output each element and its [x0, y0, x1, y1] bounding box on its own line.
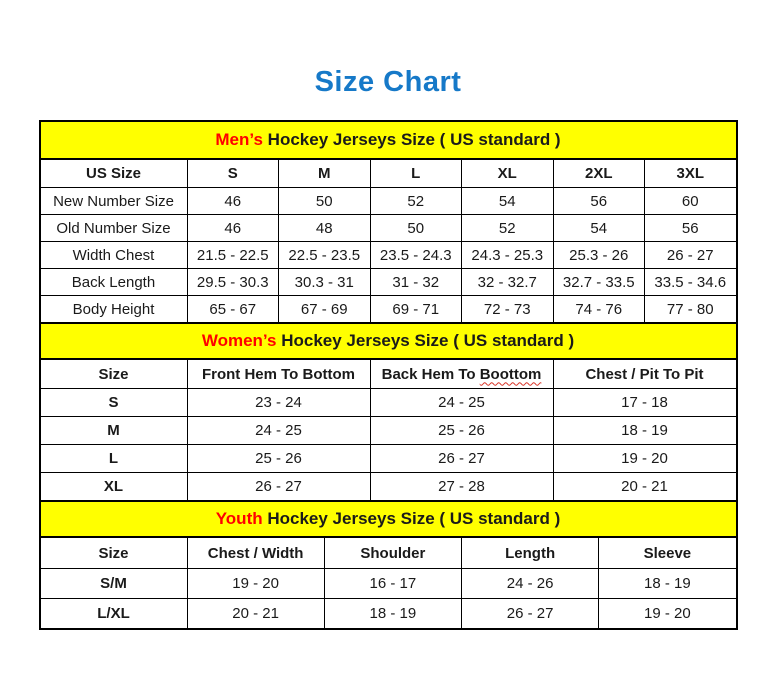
youth-section-banner [41, 500, 736, 538]
value-cell: 18 - 19 [598, 568, 735, 598]
value-cell: 72 - 73 [461, 295, 553, 322]
header-label: 3XL [676, 165, 704, 182]
column-header-cell [41, 538, 187, 568]
header-label: Shoulder [360, 544, 426, 562]
value-cell: 25 - 26 [187, 444, 370, 472]
header-label: Chest / Width [207, 544, 304, 562]
header-label: S [227, 165, 238, 182]
value-cell: 60 [644, 187, 736, 214]
value-cell: 19 - 20 [598, 598, 735, 628]
column-header-cell [598, 538, 735, 568]
value-cell: 26 - 27 [187, 472, 370, 500]
row-label-cell: M [41, 416, 187, 444]
mens-section-banner [41, 122, 736, 160]
row-label-cell: Body Height [41, 295, 187, 322]
misspelled-word: Boottom [479, 365, 542, 383]
value-cell: 67 - 69 [278, 295, 370, 322]
row-label-cell: Width Chest [41, 241, 187, 268]
header-label: M [318, 165, 331, 182]
column-header-cell [370, 360, 553, 388]
header-label: Sleeve [643, 544, 692, 562]
value-cell: 32.7 - 33.5 [553, 268, 645, 295]
value-cell: 32 - 32.7 [461, 268, 553, 295]
page-title: Size Chart [314, 66, 462, 98]
header-label: Size [98, 544, 129, 562]
column-header-cell [553, 160, 645, 187]
value-cell: 48 [278, 214, 370, 241]
value-cell: 21.5 - 22.5 [187, 241, 279, 268]
value-cell: 17 - 18 [553, 388, 736, 416]
value-cell: 50 [278, 187, 370, 214]
value-cell: 25.3 - 26 [553, 241, 645, 268]
value-cell: 69 - 71 [370, 295, 462, 322]
value-cell: 31 - 32 [370, 268, 462, 295]
size-chart-page [0, 66, 776, 692]
header-label: Front Hem To Bottom [201, 365, 356, 383]
header-label: Size [98, 365, 129, 383]
value-cell: 24 - 25 [187, 416, 370, 444]
value-cell: 46 [187, 214, 279, 241]
column-header-cell [324, 538, 461, 568]
value-cell: 22.5 - 23.5 [278, 241, 370, 268]
banner-text: Hockey Jerseys Size ( US standard ) [262, 130, 561, 149]
youth-size-table [41, 538, 736, 628]
value-cell: 24.3 - 25.3 [461, 241, 553, 268]
value-cell: 56 [644, 214, 736, 241]
value-cell: 29.5 - 30.3 [187, 268, 279, 295]
value-cell: 20 - 21 [187, 598, 324, 628]
value-cell: 18 - 19 [553, 416, 736, 444]
value-cell: 23 - 24 [187, 388, 370, 416]
row-label-cell: S [41, 388, 187, 416]
value-cell: 26 - 27 [370, 444, 553, 472]
column-header-cell [370, 160, 462, 187]
header-label: US Size [85, 165, 142, 182]
womens-section-banner [41, 322, 736, 360]
header-label: L [411, 165, 421, 182]
value-cell: 26 - 27 [644, 241, 736, 268]
value-cell: 65 - 67 [187, 295, 279, 322]
value-cell: 50 [370, 214, 462, 241]
column-header-cell [553, 360, 736, 388]
column-header-cell [41, 360, 187, 388]
value-cell: 74 - 76 [553, 295, 645, 322]
value-cell: 19 - 20 [553, 444, 736, 472]
value-cell: 19 - 20 [187, 568, 324, 598]
banner-highlight-word: Youth [215, 509, 263, 528]
row-label-cell: Old Number Size [41, 214, 187, 241]
value-cell: 52 [461, 214, 553, 241]
value-cell: 30.3 - 31 [278, 268, 370, 295]
value-cell: 46 [187, 187, 279, 214]
header-label: Length [505, 544, 556, 562]
value-cell: 26 - 27 [461, 598, 598, 628]
value-cell: 52 [370, 187, 462, 214]
womens-size-table [41, 360, 736, 500]
banner-text: Hockey Jerseys Size ( US standard ) [262, 509, 561, 528]
mens-size-table [41, 160, 736, 322]
banner-text: Hockey Jerseys Size ( US standard ) [276, 331, 575, 350]
size-chart-tables [39, 120, 738, 630]
column-header-cell [187, 538, 324, 568]
value-cell: 23.5 - 24.3 [370, 241, 462, 268]
column-header-cell [461, 160, 553, 187]
value-cell: 16 - 17 [324, 568, 461, 598]
header-label: 2XL [584, 165, 613, 182]
row-label-cell: Back Length [41, 268, 187, 295]
row-label-cell: L [41, 444, 187, 472]
column-header-cell [41, 160, 187, 187]
value-cell: 24 - 25 [370, 388, 553, 416]
header-label: Back Hem To [381, 365, 480, 383]
row-label-cell: New Number Size [41, 187, 187, 214]
column-header-cell [278, 160, 370, 187]
value-cell: 56 [553, 187, 645, 214]
value-cell: 18 - 19 [324, 598, 461, 628]
header-label: XL [497, 165, 517, 182]
value-cell: 77 - 80 [644, 295, 736, 322]
value-cell: 24 - 26 [461, 568, 598, 598]
value-cell: 25 - 26 [370, 416, 553, 444]
row-label-cell: L/XL [41, 598, 187, 628]
row-label-cell: XL [41, 472, 187, 500]
banner-highlight-word: Men’s [215, 130, 263, 149]
value-cell: 20 - 21 [553, 472, 736, 500]
value-cell: 33.5 - 34.6 [644, 268, 736, 295]
value-cell: 54 [553, 214, 645, 241]
column-header-cell [187, 160, 279, 187]
banner-highlight-word: Women’s [201, 331, 277, 350]
column-header-cell [644, 160, 736, 187]
column-header-cell [187, 360, 370, 388]
row-label-cell: S/M [41, 568, 187, 598]
column-header-cell [461, 538, 598, 568]
header-label: Chest / Pit To Pit [585, 365, 704, 383]
value-cell: 27 - 28 [370, 472, 553, 500]
value-cell: 54 [461, 187, 553, 214]
